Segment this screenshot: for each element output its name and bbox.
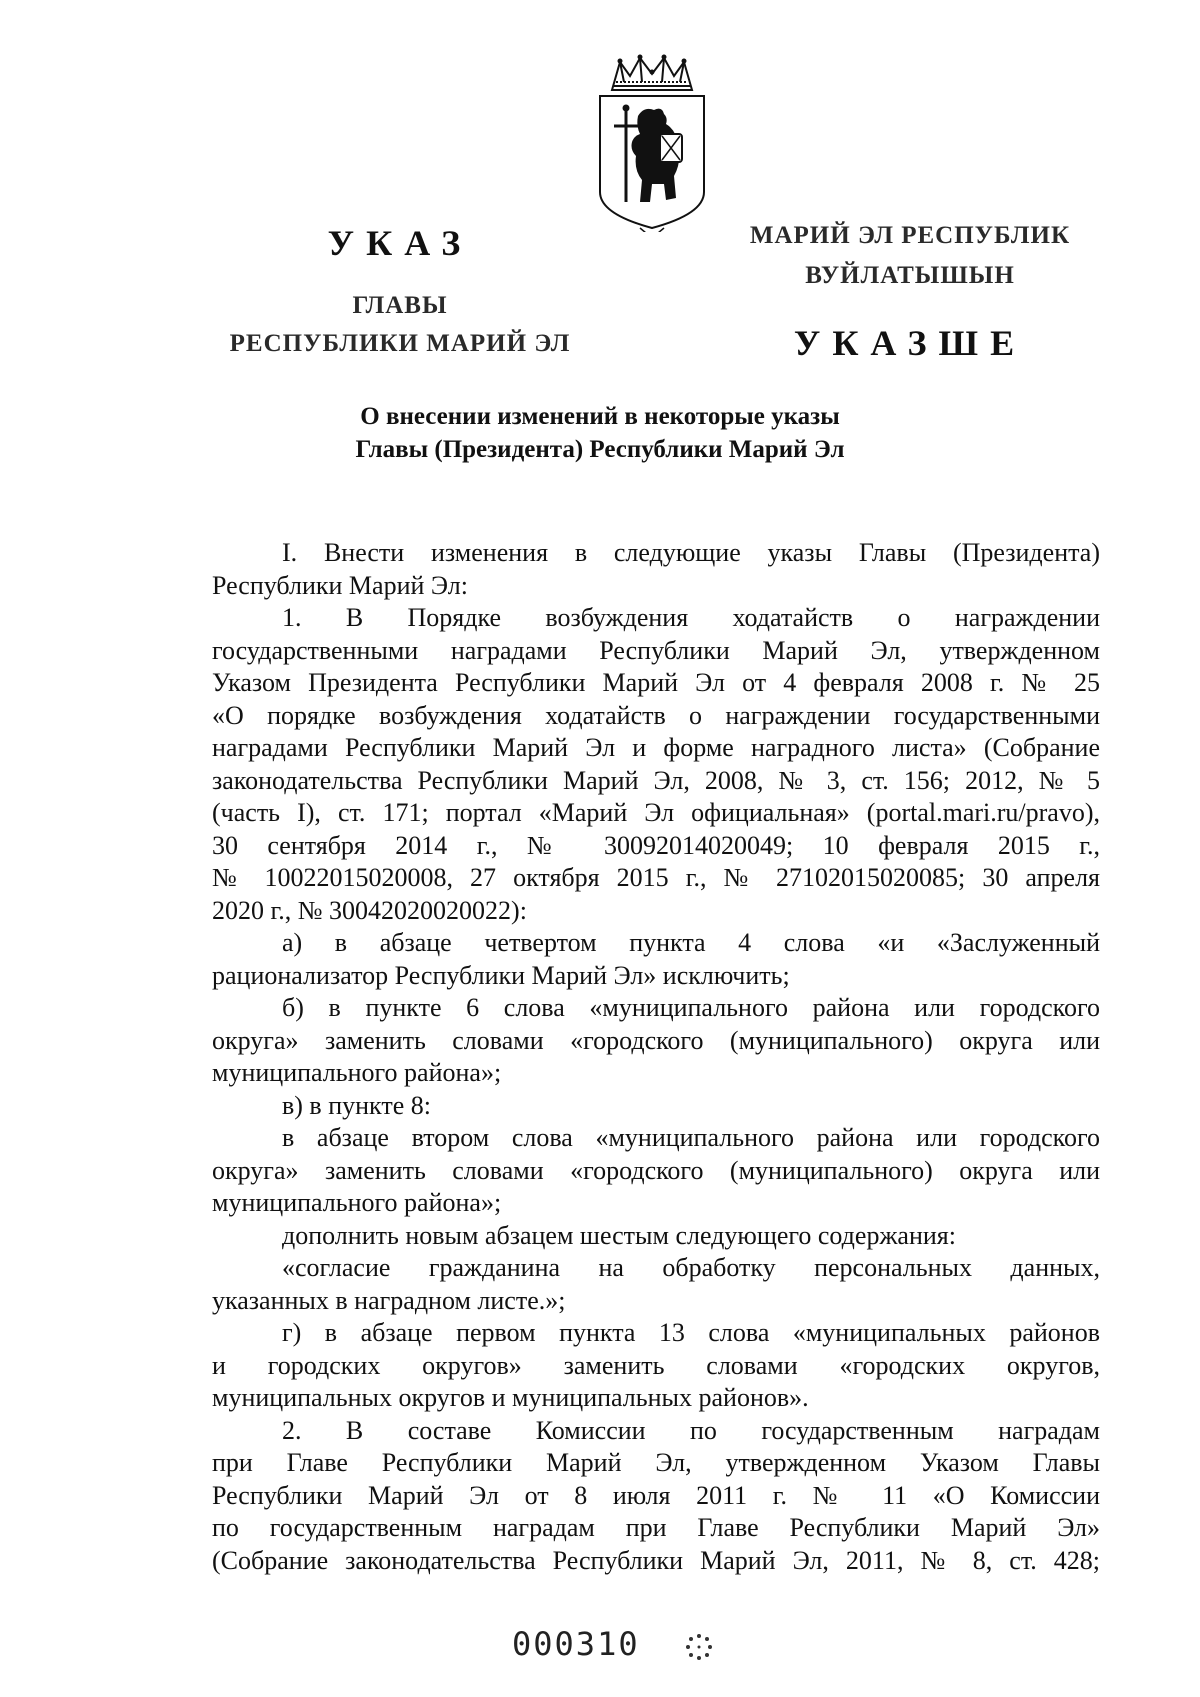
body-line: в абзаце втором слова «муниципального района или городского — [282, 1123, 1100, 1152]
body-line: 1. В Порядке возбуждения ходатайств о награждении — [282, 603, 1100, 632]
body-line: № 10022015020008, 27 октября 2015 г., № 27102015020085; 30 апреля — [212, 863, 1100, 892]
body-line: наградами Республики Марий Эл и форме наградного листа» (Собрание — [212, 733, 1100, 762]
body-line: государственными наградами Республики Марий Эл, утвержденном — [212, 635, 1100, 665]
body-line: законодательства Республики Марий Эл, 2008, № 3, ст. 156; 2012, № 5 — [212, 765, 1100, 795]
body-line: 30 сентября 2014 г., № 30092014020049; 10 февраля 2015 г., — [212, 830, 1100, 860]
body-line: муниципального района»; — [212, 1058, 502, 1087]
body-line: «О порядке возбуждения ходатайств о награждении государственными — [212, 700, 1100, 730]
issuer-line-2-russian: РЕСПУБЛИКИ МАРИЙ ЭЛ — [229, 330, 571, 357]
body-line: по государственным наградам при Главе Республики Марий Эл» — [212, 1513, 1100, 1542]
body-line: указанных в наградном листе.»; — [212, 1285, 566, 1315]
body-line: Республики Марий Эл от 8 июля 2011 г. № 11 «О Комиссии — [212, 1480, 1100, 1510]
body-line: округа» заменить словами «городского (муниципального) округа или — [212, 1155, 1100, 1185]
subject-line: О внесении изменений в некоторые указы — [360, 403, 840, 430]
decree-body — [212, 537, 1100, 1577]
coat-of-arms-emblem — [590, 52, 714, 232]
body-line: округа» заменить словами «городского (муниципального) округа или — [212, 1025, 1100, 1055]
issuer-line-1-mari: МАРИЙ ЭЛ РЕСПУБЛИК — [749, 222, 1071, 249]
body-line: (Собрание законодательства Республики Марий Эл, 2011, № 8, ст. 428; — [212, 1545, 1100, 1575]
body-line: Указом Президента Республики Марий Эл от 4 февраля 2008 г. № 25 — [212, 668, 1100, 697]
asterisk-mark-icon — [684, 1632, 714, 1662]
body-line: б) в пункте 6 слова «муниципального района или городского — [282, 993, 1100, 1022]
body-line: 2020 г., № 30042020020022): — [212, 895, 527, 925]
body-line: г) в абзаце первом пункта 13 слова «муниципальных районов — [282, 1318, 1100, 1347]
body-line: «согласие гражданина на обработку персональных данных, — [282, 1253, 1100, 1282]
body-line: рационализатор Республики Марий Эл» исключить; — [212, 960, 790, 990]
body-line: Республики Марий Эл: — [212, 570, 468, 600]
body-line: муниципального района»; — [212, 1188, 502, 1217]
issuer-line-1-russian: ГЛАВЫ — [352, 292, 448, 319]
decree-title-mari: УКАЗШЕ — [793, 323, 1027, 363]
body-line: и городских округов» заменить словами «городских округов, — [212, 1350, 1100, 1380]
body-line: (часть I), ст. 171; портал «Марий Эл официальная» (portal.mari.ru/pravo), — [212, 798, 1100, 827]
body-line: муниципальных округов и муниципальных районов». — [212, 1383, 809, 1412]
body-line: I. Внести изменения в следующие указы Главы (Президента) — [282, 538, 1100, 567]
body-line: 2. В составе Комиссии по государственным наградам — [282, 1415, 1100, 1445]
decree-subject — [200, 400, 1000, 466]
body-line: при Главе Республики Марий Эл, утвержденном Указом Главы — [212, 1448, 1100, 1477]
form-serial-number: 000310 — [512, 1625, 640, 1663]
subject-line: Главы (Президента) Республики Марий Эл — [355, 436, 845, 463]
decree-title-russian: УКАЗ — [327, 223, 473, 263]
issuer-line-2-mari: ВУЙЛАТЫШЫН — [805, 262, 1015, 289]
body-line: в) в пункте 8: — [282, 1090, 431, 1120]
body-line: а) в абзаце четвертом пункта 4 слова «и «Заслуженный — [282, 928, 1100, 957]
body-line: дополнить новым абзацем шестым следующего содержания: — [282, 1220, 956, 1250]
